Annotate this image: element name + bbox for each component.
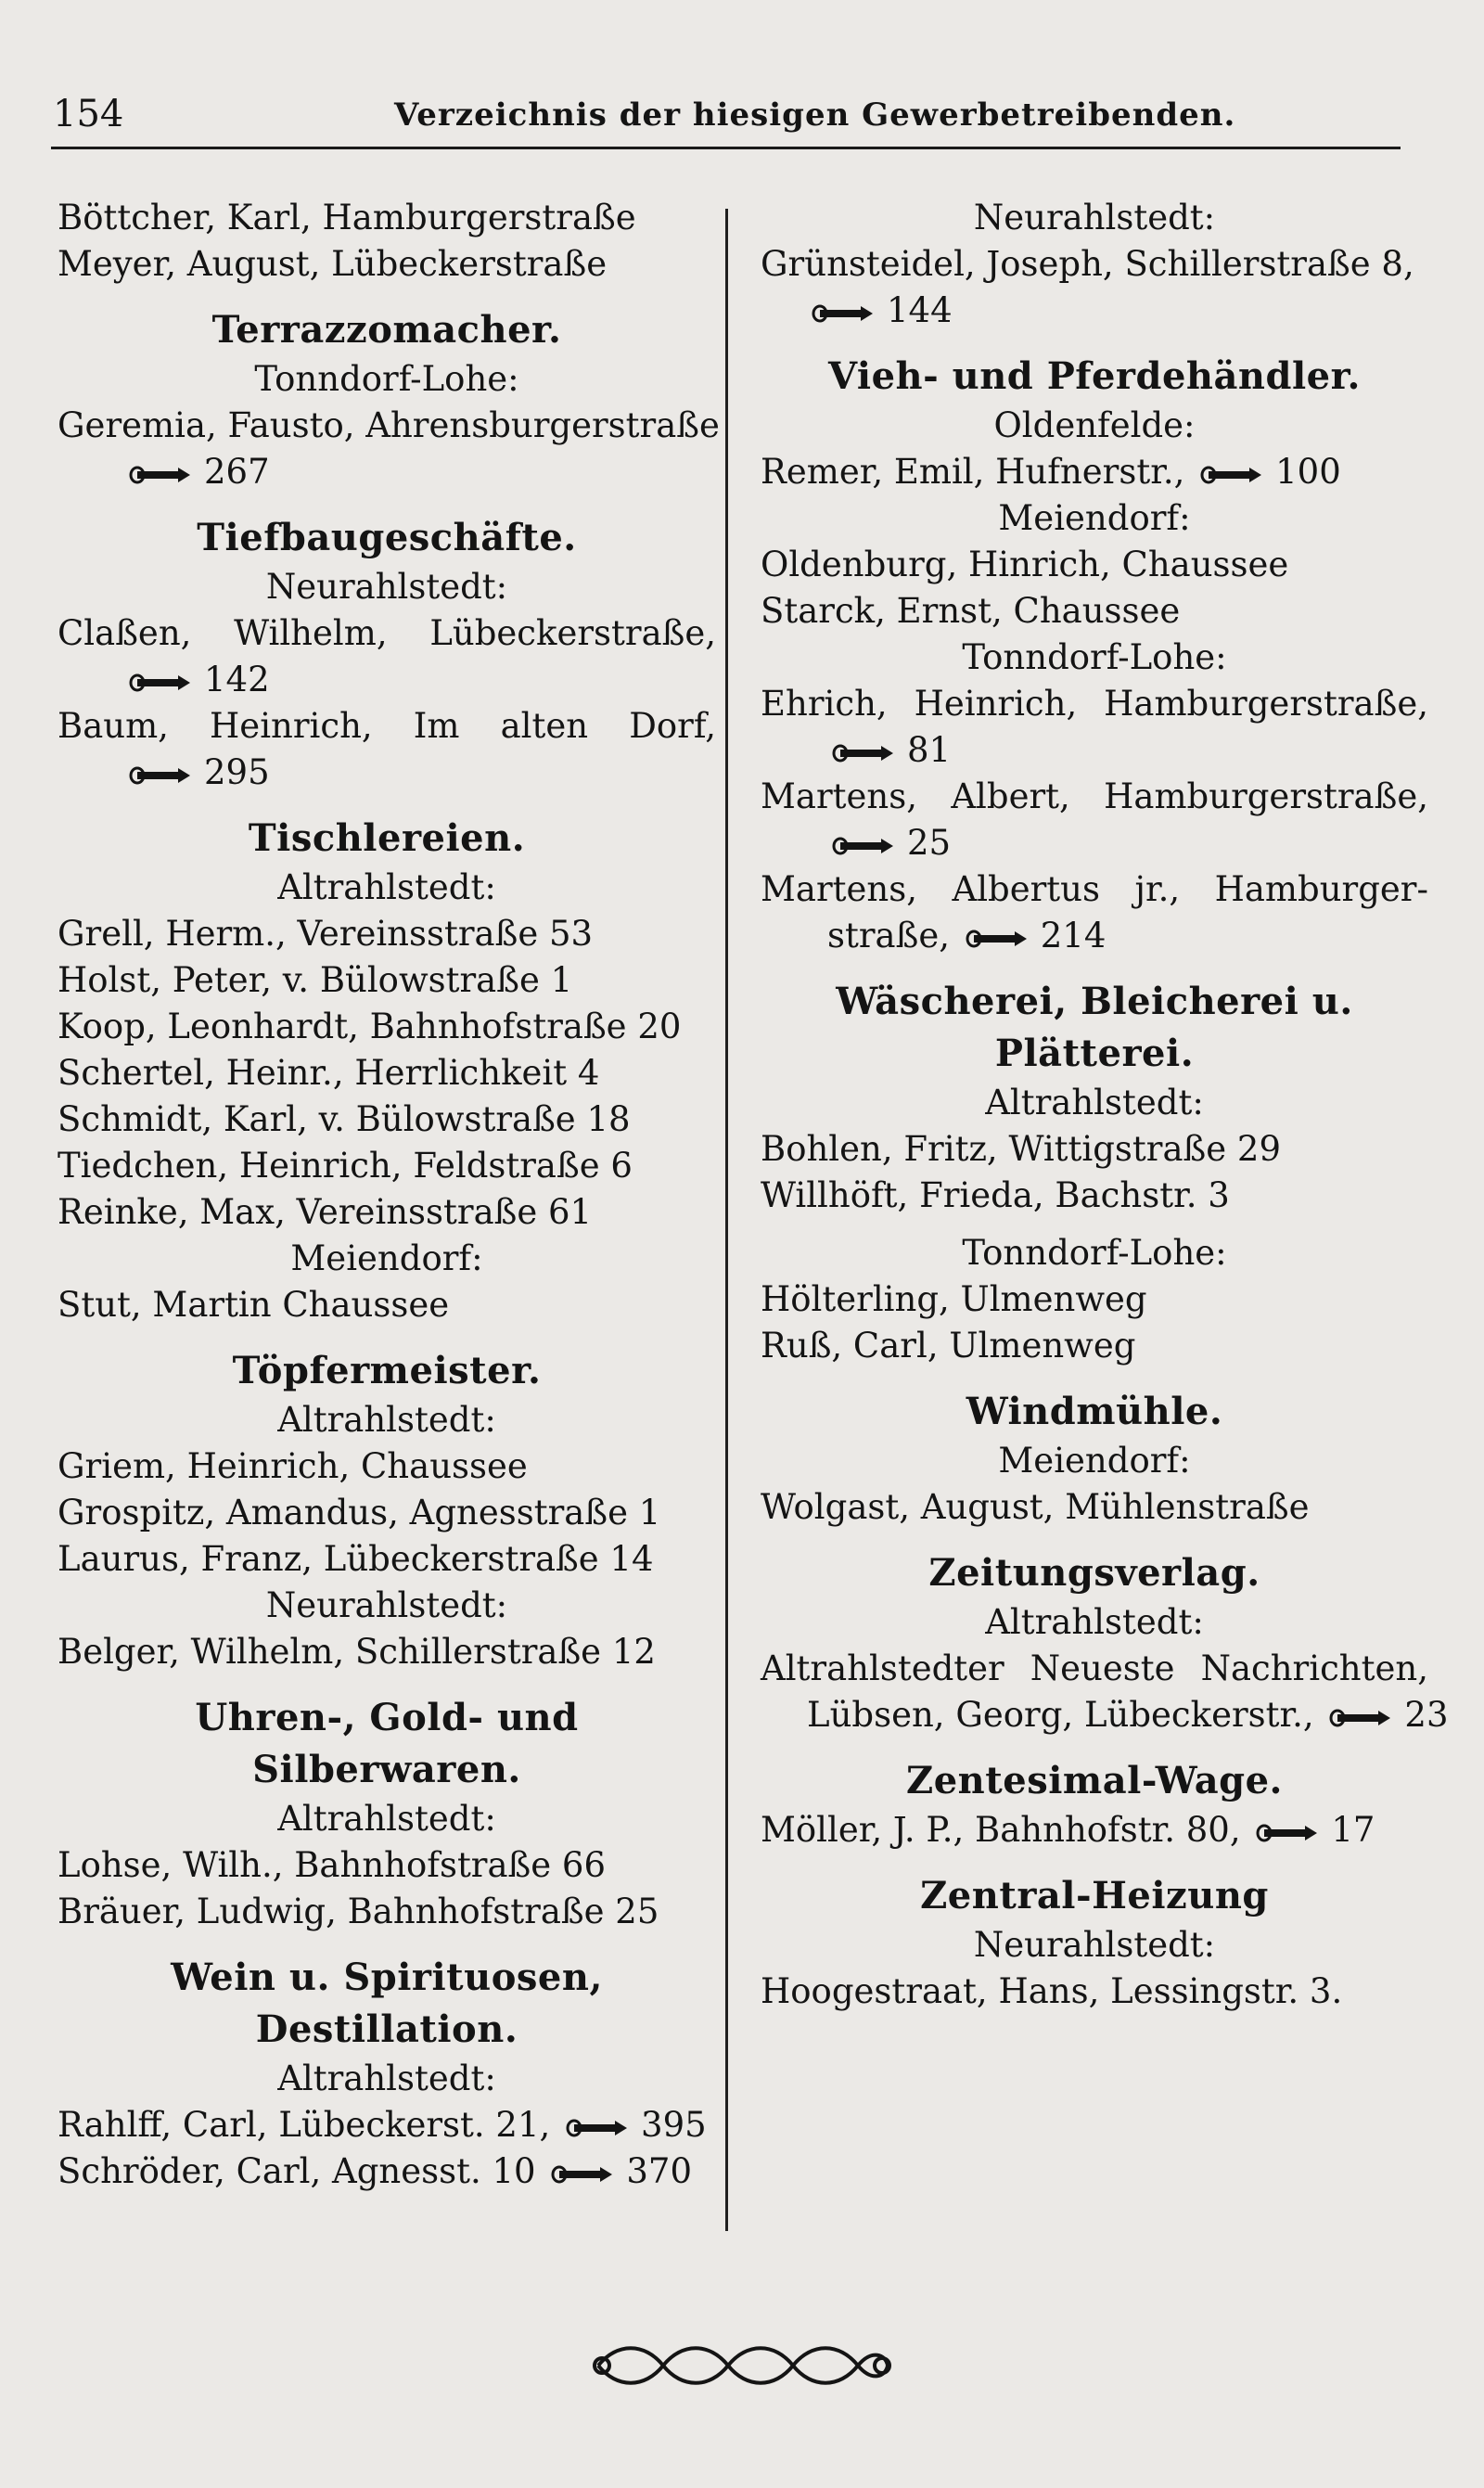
phone-number: 17 xyxy=(1331,1810,1375,1850)
phone-number: 23 xyxy=(1404,1695,1449,1735)
section-title: Wäscherei, Bleicherei u. Plätterei. xyxy=(836,980,1353,1075)
list-item: Geremia, Fausto, Ahrensburgerstraße xyxy=(58,405,720,445)
place-heading: Oldenfelde: xyxy=(993,405,1196,445)
right-column xyxy=(761,195,1449,2015)
list-item: Martens, Albert, Hamburgerstraße, xyxy=(761,776,1428,816)
running-title: Verzeichnis der hiesigen Gewerbetreibenden. xyxy=(394,96,1236,134)
list-item xyxy=(761,449,1428,495)
list-item: Bohlen, Fritz, Wittigstraße 29 xyxy=(761,1129,1281,1169)
phone-line xyxy=(761,913,1428,959)
list-item: Koop, Leonhardt, Bahnhofstraße 20 xyxy=(58,1007,682,1046)
phone-number: 370 xyxy=(626,2151,692,2191)
list-item: Grünsteidel, Joseph, Schillerstraße 8, xyxy=(761,244,1414,284)
entry-text: Remer, Emil, Hufnerstr., xyxy=(761,452,1185,492)
telephone-pointer-icon xyxy=(130,766,191,785)
list-item: Baum, Heinrich, Im alten Dorf, xyxy=(58,706,716,746)
list-item: Meyer, August, Lübeckerstraße xyxy=(58,244,608,284)
section-title: Töpfermeister. xyxy=(232,1349,542,1392)
telephone-pointer-icon xyxy=(1257,1824,1318,1842)
telephone-pointer-icon xyxy=(552,2165,613,2184)
phone-number: 267 xyxy=(204,452,270,492)
place-heading: Neurahlstedt: xyxy=(973,198,1216,237)
telephone-pointer-icon xyxy=(567,2119,628,2137)
phone-line xyxy=(761,288,1428,334)
phone-line xyxy=(761,820,1428,866)
place-heading: Altrahlstedt: xyxy=(277,1799,496,1839)
section-title: Windmühle. xyxy=(966,1390,1223,1433)
telephone-pointer-icon xyxy=(833,837,894,855)
place-heading: Altrahlstedt: xyxy=(277,2058,496,2098)
telephone-pointer-icon xyxy=(130,673,191,692)
list-item: Laurus, Franz, Lübeckerstraße 14 xyxy=(58,1539,654,1579)
list-item: Schertel, Heinr., Herrlichkeit 4 xyxy=(58,1053,600,1093)
phone-number: 25 xyxy=(907,823,952,863)
list-item: Ehrich, Heinrich, Hamburgerstraße, xyxy=(761,684,1428,724)
list-item: Ruß, Carl, Ulmenweg xyxy=(761,1326,1136,1366)
place-heading: Meiendorf: xyxy=(998,1441,1191,1481)
place-heading: Neurahlstedt: xyxy=(265,1585,508,1625)
list-item xyxy=(58,2102,716,2148)
list-item: Starck, Ernst, Chaussee xyxy=(761,591,1181,631)
page-header xyxy=(51,82,1401,149)
phone-number: 295 xyxy=(204,752,270,792)
list-item: Altrahlstedter Neueste Nachrichten, xyxy=(761,1648,1428,1688)
phone-number: 81 xyxy=(907,730,952,770)
section-title: Vieh- und Pferdehändler. xyxy=(828,354,1361,398)
list-item: Schmidt, Karl, v. Bülowstraße 18 xyxy=(58,1099,631,1139)
list-item: Belger, Wilhelm, Schillerstraße 12 xyxy=(58,1632,656,1672)
list-item xyxy=(761,1692,1449,1738)
page-number: 154 xyxy=(53,93,124,135)
telephone-pointer-icon xyxy=(1201,466,1262,484)
spacer xyxy=(761,1219,1428,1230)
section-title: Zeitungsverlag. xyxy=(928,1551,1260,1595)
place-heading: Tonndorf-Lohe: xyxy=(962,1233,1227,1273)
place-heading: Meiendorf: xyxy=(998,498,1191,538)
place-heading: Tonndorf-Lohe: xyxy=(254,359,519,399)
place-heading: Altrahlstedt: xyxy=(985,1602,1204,1642)
list-item: Tiedchen, Heinrich, Feldstraße 6 xyxy=(58,1146,633,1186)
section-title: Tiefbaugeschäfte. xyxy=(197,516,577,559)
list-item: Claßen, Wilhelm, Lübeckerstraße, xyxy=(58,613,716,653)
place-heading: Meiendorf: xyxy=(290,1238,483,1278)
phone-line xyxy=(58,750,716,796)
list-item: Wolgast, August, Mühlenstraße xyxy=(761,1487,1310,1527)
section-title: Wein u. Spirituosen, Destillation. xyxy=(171,1956,603,2051)
entry-text: straße, xyxy=(827,916,950,955)
list-item: Hölterling, Ulmenweg xyxy=(761,1279,1147,1319)
place-heading: Altrahlstedt: xyxy=(277,867,496,907)
entry-text: Lübsen, Georg, Lübeckerstr., xyxy=(807,1695,1314,1735)
phone-number: 144 xyxy=(887,290,953,330)
section-title: Terrazzomacher. xyxy=(211,308,562,352)
list-item xyxy=(58,2148,716,2195)
place-heading: Altrahlstedt: xyxy=(277,1400,496,1440)
section-title: Zentral-Heizung xyxy=(920,1874,1269,1917)
list-item: Stut, Martin Chaussee xyxy=(58,1285,450,1325)
list-item: Martens, Albertus jr., Hamburger- xyxy=(761,869,1428,909)
left-column xyxy=(58,195,720,2195)
list-item: Willhöft, Frieda, Bachstr. 3 xyxy=(761,1175,1230,1215)
list-item: Griem, Heinrich, Chaussee xyxy=(58,1446,528,1486)
entry-text: Möller, J. P., Bahnhofstr. 80, xyxy=(761,1810,1241,1850)
list-item: Böttcher, Karl, Hamburgerstraße xyxy=(58,198,636,237)
section-title: Zentesimal-Wage. xyxy=(906,1759,1283,1802)
ornament-divider-icon xyxy=(589,2338,895,2393)
list-item: Reinke, Max, Vereinsstraße 61 xyxy=(58,1192,593,1232)
place-heading: Neurahlstedt: xyxy=(265,567,508,607)
telephone-pointer-icon xyxy=(833,744,894,763)
phone-number: 395 xyxy=(641,2105,707,2145)
phone-number: 142 xyxy=(204,660,270,699)
entry-text: Rahlff, Carl, Lübeckerst. 21, xyxy=(58,2105,551,2145)
list-item: Bräuer, Ludwig, Bahnhofstraße 25 xyxy=(58,1892,659,1931)
place-heading: Altrahlstedt: xyxy=(985,1083,1204,1122)
telephone-pointer-icon xyxy=(812,304,874,323)
phone-number: 214 xyxy=(1040,916,1107,955)
list-item: Grospitz, Amandus, Agnesstraße 1 xyxy=(58,1493,661,1533)
list-item xyxy=(761,1807,1428,1853)
list-item: Holst, Peter, v. Bülowstraße 1 xyxy=(58,960,573,1000)
phone-line xyxy=(761,727,1428,774)
list-item: Grell, Herm., Vereinsstraße 53 xyxy=(58,914,594,954)
section-title: Tischlereien. xyxy=(248,816,526,860)
place-heading: Neurahlstedt: xyxy=(973,1925,1216,1965)
phone-line xyxy=(58,449,716,495)
list-item: Lohse, Wilh., Bahnhofstraße 66 xyxy=(58,1845,607,1885)
column-divider xyxy=(725,209,728,2231)
phone-line xyxy=(58,657,716,703)
entry-text: Schröder, Carl, Agnesst. 10 xyxy=(58,2151,536,2191)
telephone-pointer-icon xyxy=(966,930,1028,948)
place-heading: Tonndorf-Lohe: xyxy=(962,637,1227,677)
section-title: Uhren-, Gold- und Silberwaren. xyxy=(195,1696,579,1791)
phone-number: 100 xyxy=(1275,452,1341,492)
list-item: Hoogestraat, Hans, Lessingstr. 3. xyxy=(761,1971,1343,2011)
telephone-pointer-icon xyxy=(130,466,191,484)
telephone-pointer-icon xyxy=(1330,1709,1391,1727)
list-item: Oldenburg, Hinrich, Chaussee xyxy=(761,545,1289,584)
